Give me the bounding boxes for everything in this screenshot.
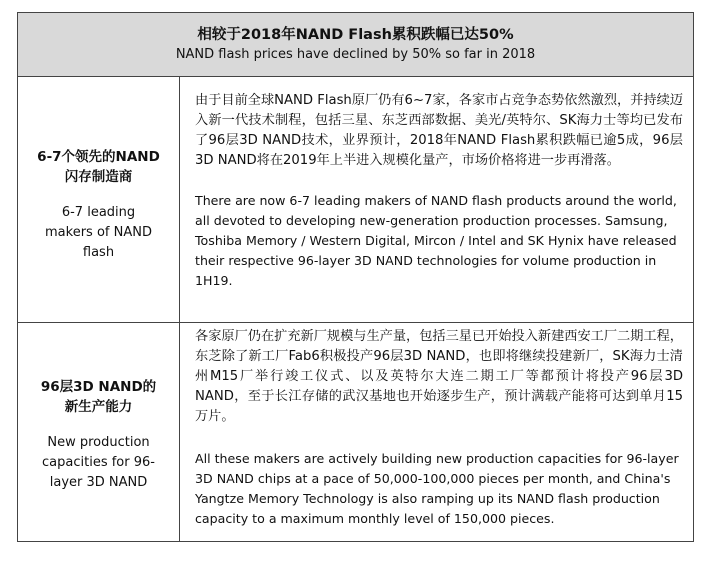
paragraph-zh: 各家原厂仍在扩充新厂规模与生产量，包括三星已开始投入新建西安工厂二期工程，东芝除了新工厂Fab6积极投产96层3D NAND，也即将继续投建新厂，SK海力士清州M15厂举行竣工仪式、以及英特尔大连二期工厂等都预计将投产96层3D NAND，至于长江存储的武汉基地也开始逐步生产，预计满载产能将可达到单月15万片。 bbox=[195, 329, 683, 424]
paragraph-en: There are now 6-7 leading makers of NAND flash products around the world, all devoted to developing new-generation production processes. Samsung, Toshiba Memory / Western Digital, Mircon / Intel and SK Hynix have released their respective 96-layer 3D NAND technologies for volume production in 1H19. bbox=[195, 193, 677, 288]
header-title-zh: 相较于2018年NAND Flash累积跌幅已达50% bbox=[197, 27, 514, 43]
row-label-en-line: New production bbox=[47, 435, 150, 450]
row-label-zh-line: 闪存制造商 bbox=[64, 169, 133, 185]
row-label-cell bbox=[18, 323, 180, 541]
table-header bbox=[18, 13, 693, 77]
row-label-en-line: 6-7 leading bbox=[61, 205, 136, 220]
row-label-cell bbox=[18, 77, 180, 322]
paragraph-en: All these makers are actively building new production capacities for 96-layer 3D NAND chips at a pace of 50,000-100,000 pieces per month, and China's Yangtze Memory Technology is also ramping up its NAND flash production capacity to a maximum monthly level of 150,000 pieces. bbox=[195, 451, 679, 526]
row-label-zh-line: 新生产能力 bbox=[64, 399, 133, 415]
row-content-cell bbox=[180, 323, 693, 541]
paragraph-zh: 由于目前全球NAND Flash原厂仍有6~7家，各家市占竞争态势依然激烈，并持续迈入新一代技术制程，包括三星、东芝西部数据、美光/英特尔、SK海力士等均已发布了96层3D NAND技术，业界预计，2018年NAND Flash累积跌幅已逾5成，96层3D NAND将在2019年上半进入规模化量产，市场价格将进一步再滑落。 bbox=[195, 93, 683, 168]
row-label-zh-line: 96层3D NAND的 bbox=[40, 379, 157, 395]
header-title-en: NAND flash prices have declined by 50% so far in 2018 bbox=[175, 47, 536, 62]
comparison-table bbox=[17, 12, 694, 542]
row-label-zh-line: 6-7个领先的NAND bbox=[37, 149, 160, 165]
table-row bbox=[18, 323, 693, 541]
row-content-cell bbox=[180, 77, 693, 322]
table-row bbox=[18, 77, 693, 323]
row-label-en-line: capacities for 96- bbox=[42, 455, 155, 470]
row-label-en-line: layer 3D NAND bbox=[49, 475, 148, 490]
row-label-en-line: flash bbox=[82, 245, 115, 260]
row-label-en-line: makers of NAND bbox=[45, 225, 152, 240]
